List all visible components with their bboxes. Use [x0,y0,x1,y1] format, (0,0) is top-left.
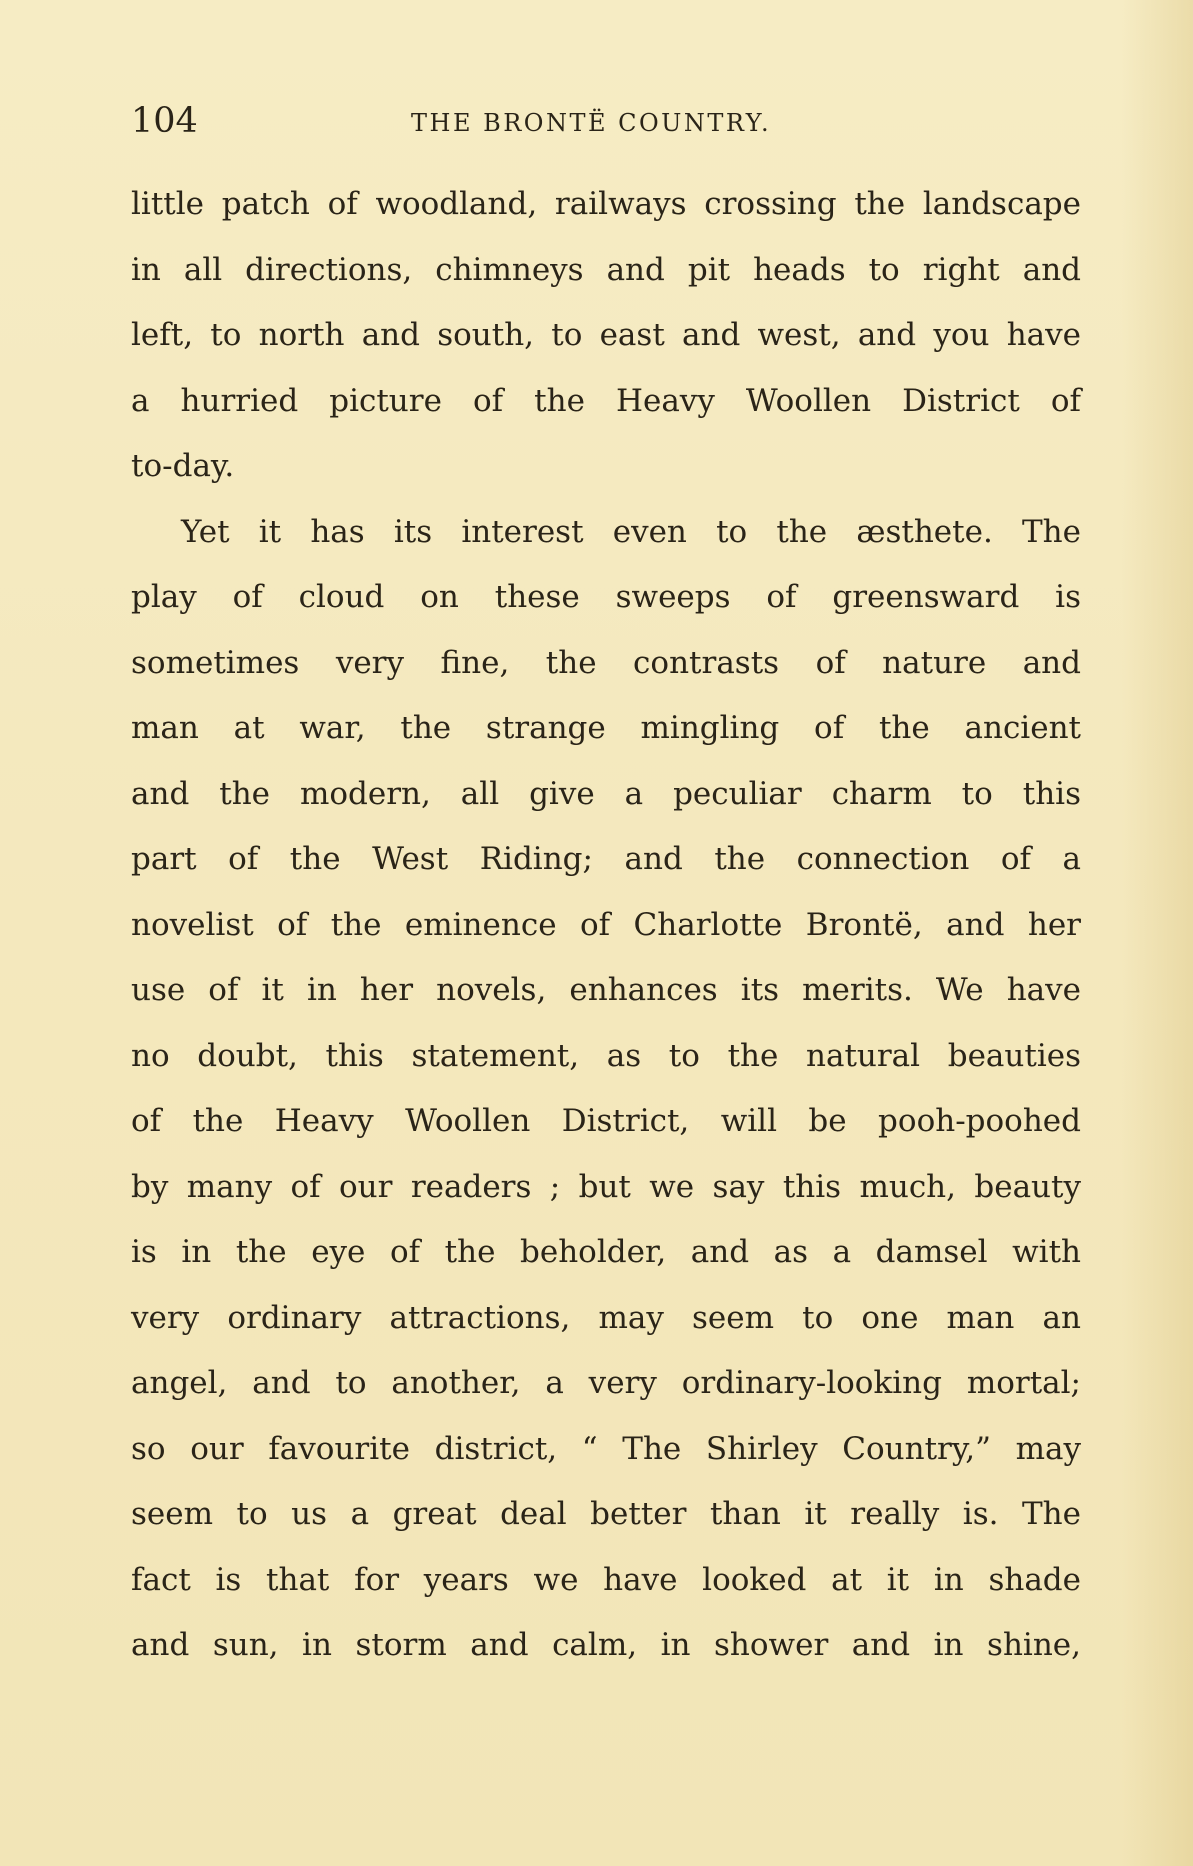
text-line: to-day. [131,448,235,484]
page-header [131,96,1081,146]
text-line: sometimes very fine, the contrasts of nature and [131,644,1081,681]
text-line: Yet it has its interest even to the æsthete. The [181,513,1081,550]
text-line: fact is that for years we have looked at it in shade [131,1561,1081,1598]
page-number: 104 [131,101,198,141]
text-line: part of the West Riding; and the connection of a [131,841,1081,877]
text-line: left, to north and south, to east and west, and you have [131,317,1081,353]
text-line: use of it in her novels, enhances its merits. We have [131,972,1081,1008]
text-line: novelist of the eminence of Charlotte Brontë, and her [131,906,1081,943]
text-line: little patch of woodland, railways crossing the landscape [131,186,1081,222]
text-line: seem to us a great deal better than it really is. The [131,1496,1081,1532]
text-line: so our favourite district, “ The Shirley Country,” may [131,1430,1081,1467]
text-line: of the Heavy Woollen District, will be pooh-poohed [131,1103,1081,1139]
body-text [131,178,1081,1685]
text-line: play of cloud on these sweeps of greensward is [131,579,1081,615]
text-line: in all directions, chimneys and pit heads to right and [131,251,1081,288]
text-line: by many of our readers ; but we say this much, beauty [131,1168,1081,1205]
text-line: man at war, the strange mingling of the ancient [131,710,1081,746]
text-line: angel, and to another, a very ordinary-looking mortal; [131,1365,1081,1401]
text-line: and the modern, all give a peculiar charm to this [131,775,1081,812]
text-line: a hurried picture of the Heavy Woollen District of [131,382,1081,419]
text-line: and sun, in storm and calm, in shower and in shine, [131,1627,1081,1663]
text-line: is in the eye of the beholder, and as a damsel with [131,1234,1081,1270]
text-line: very ordinary attractions, may seem to one man an [131,1299,1081,1336]
text-line: no doubt, this statement, as to the natural beauties [131,1037,1081,1074]
running-title: THE BRONTË COUNTRY. [411,109,772,137]
